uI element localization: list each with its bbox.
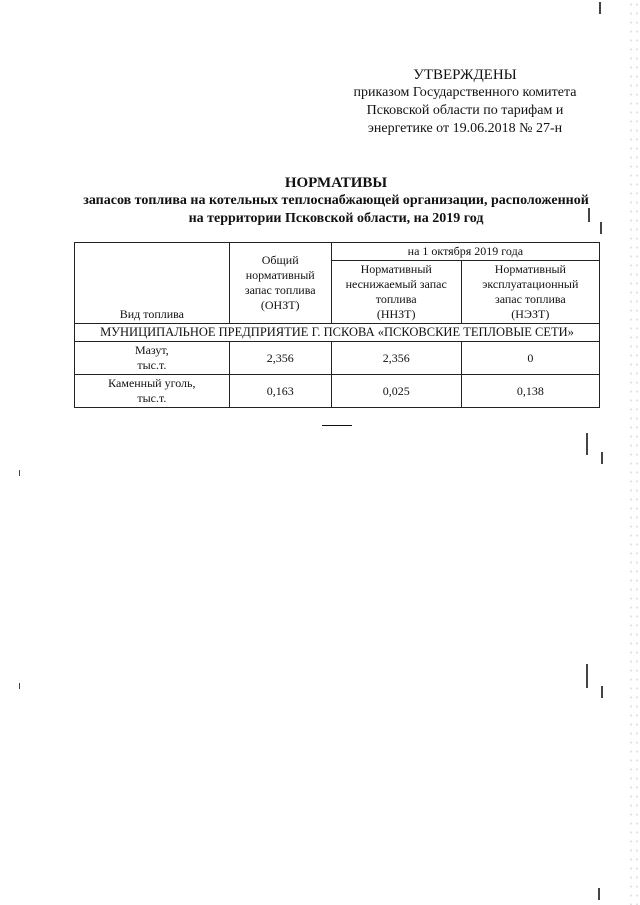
approval-line: энергетике от 19.06.2018 № 27-н (367, 121, 563, 136)
organization-row (75, 324, 600, 342)
table-row (75, 375, 600, 408)
nnzt-cell: 0,025 (331, 375, 461, 408)
fuel-type-cell (75, 342, 230, 375)
header-text: неснижаемый запас (345, 277, 447, 291)
header-nnzt (331, 261, 461, 324)
header-text: Нормативный (360, 262, 432, 276)
scan-mark (598, 888, 600, 900)
fuel-name: Каменный уголь, (108, 376, 196, 390)
scan-mark (586, 664, 588, 688)
header-text: нормативный (245, 268, 315, 282)
header-fuel-type: Вид топлива (75, 243, 230, 324)
document-subtitle: на территории Псковской области, на 2019 год (188, 211, 484, 226)
end-dash (322, 425, 352, 426)
scan-mark (19, 683, 20, 689)
header-onzt (229, 243, 331, 324)
onzt-cell: 0,163 (229, 375, 331, 408)
nezt-cell: 0,138 (461, 375, 599, 408)
document-subtitle: запасов топлива на котельных теплоснабжающей организации, расположенной (83, 193, 589, 208)
document-heading (40, 174, 632, 228)
header-text: запас топлива (494, 292, 566, 306)
scan-edge-noise (628, 0, 640, 905)
fuel-unit: тыс.т. (137, 358, 167, 372)
header-text: (ННЗТ) (376, 307, 416, 321)
scan-mark (601, 686, 603, 698)
header-text: (ОНЗТ) (260, 298, 300, 312)
nezt-cell: 0 (461, 342, 599, 375)
header-text: Общий (261, 253, 299, 267)
table-row (75, 342, 600, 375)
organization-name: МУНИЦИПАЛЬНОЕ ПРЕДПРИЯТИЕ Г. ПСКОВА «ПСКОВСКИЕ ТЕПЛОВЫЕ СЕТИ» (75, 324, 600, 342)
nnzt-cell: 2,356 (331, 342, 461, 375)
header-text: Нормативный (494, 262, 566, 276)
scan-mark (19, 470, 20, 476)
approval-title: УТВЕРЖДЕНЫ (413, 67, 517, 83)
scan-mark (601, 452, 603, 464)
scan-mark (588, 208, 590, 222)
scan-mark (599, 2, 601, 14)
onzt-cell: 2,356 (229, 342, 331, 375)
norms-table (74, 242, 600, 408)
fuel-name: Мазут, (134, 343, 169, 357)
header-text: топлива (375, 292, 417, 306)
fuel-unit: тыс.т. (137, 391, 167, 405)
approval-line: приказом Государственного комитета (353, 85, 577, 100)
document-title: НОРМАТИВЫ (284, 175, 388, 191)
header-nezt (461, 261, 599, 324)
scan-mark (586, 433, 588, 455)
table-header-row (75, 243, 600, 261)
header-text: эксплуатационный (482, 277, 579, 291)
fuel-type-cell (75, 375, 230, 408)
approval-block (330, 66, 600, 138)
header-date: на 1 октября 2019 года (331, 243, 599, 261)
approval-line: Псковской области по тарифам и (366, 103, 564, 118)
scan-mark (600, 222, 602, 234)
header-text: запас топлива (244, 283, 316, 297)
header-text: (НЭЗТ) (511, 307, 550, 321)
